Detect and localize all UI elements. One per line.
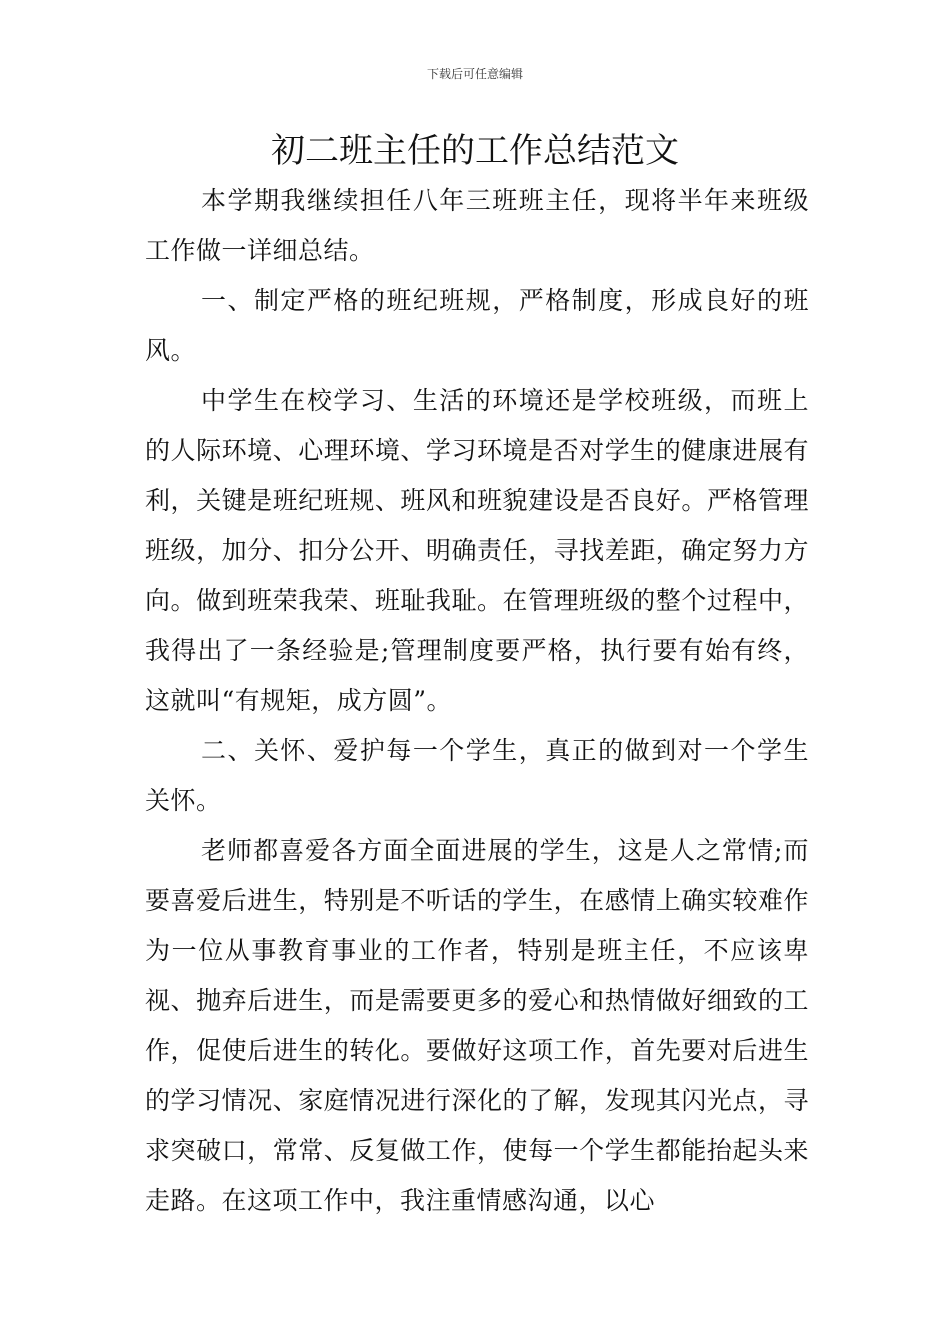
paragraph-caring-students: 老师都喜爱各方面全面进展的学生，这是人之常情;而要喜爱后进生，特别是不听话的学生，在感情上确实较难作为一位从事教育事业的工作者，特别是班主任，不应该卑视、抛弃后进生，而是需要更多的爱心和热情做好细致的工作，促使后进生的转化。要做好这项工作，首先要对后进生的学习情况、家庭情况进行深化的了解，发现其闪光点，寻求突破口，常常、反复做工作，使每一个学生都能抬起头来走路。在这项工作中，我注重情感沟通，以心 xyxy=(145,836,809,1215)
paragraph-intro: 本学期我继续担任八年三班班主任，现将半年来班级工作做一详细总结。 xyxy=(145,186,809,265)
header-note: 下载后可任意编辑 xyxy=(426,67,523,81)
document-title: 初二班主任的工作总结范文 xyxy=(271,131,679,171)
paragraph-class-management: 中学生在校学习、生活的环境还是学校班级，而班上的人际环境、心理环境、学习环境是否对学生的健康进展有利，关键是班纪班规、班风和班貌建设是否良好。严格管理班级，加分、扣分公开、明确责任，寻找差距，确定努力方向。做到班荣我荣、班耻我耻。在管理班级的整个过程中，我得出了一条经验是;管理制度要严格，执行要有始有终，这就叫“有规矩，成方圆”。 xyxy=(145,386,809,715)
paragraph-heading-one: 一、制定严格的班纪班规，严格制度，形成良好的班风。 xyxy=(145,286,809,365)
paragraph-heading-two: 二、关怀、爱护每一个学生，真正的做到对一个学生关怀。 xyxy=(145,736,809,815)
document-body xyxy=(145,176,809,1226)
